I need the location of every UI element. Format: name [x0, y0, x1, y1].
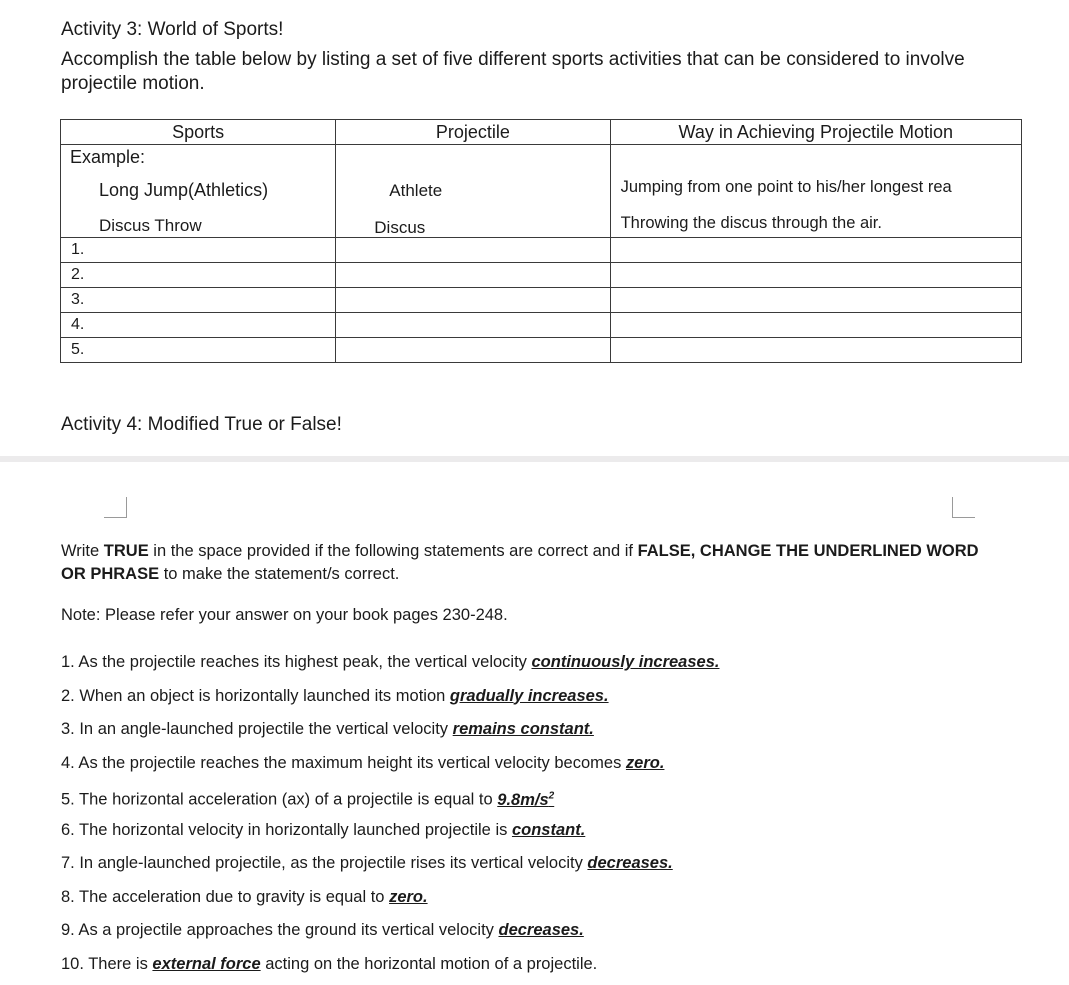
list-item: [61, 684, 1041, 718]
statement-text: 2. When an object is horizontally launched its motion: [61, 687, 450, 705]
activity3-title: Activity 3: World of Sports!: [61, 19, 283, 41]
table-row: [61, 238, 1022, 263]
instr-part3: to make the statement/s correct.: [159, 565, 399, 583]
example-way-1: Jumping from one point to his/her longest rea: [621, 178, 952, 197]
projectile-answer-cell[interactable]: [336, 263, 610, 288]
header-way: Way in Achieving Projectile Motion: [610, 120, 1021, 145]
list-item: [61, 851, 1041, 885]
projectile-answer-cell[interactable]: [336, 338, 610, 363]
underlined-phrase: decreases.: [587, 854, 672, 872]
example-sport-2: Discus Throw: [99, 216, 202, 236]
list-item: [61, 918, 1041, 952]
way-answer-cell[interactable]: [610, 313, 1021, 338]
statement-text: 4. As the projectile reaches the maximum height its vertical velocity becomes: [61, 754, 626, 772]
projectile-answer-cell[interactable]: [336, 238, 610, 263]
instr-false-phrase: FALSE, CHANGE THE UNDERLINED WORD OR PHRASE: [61, 542, 979, 583]
underlined-phrase: constant.: [512, 821, 585, 839]
list-item: [61, 818, 1041, 852]
superscript: 2: [549, 790, 555, 801]
row-number: 1.: [61, 238, 336, 263]
instr-part1: Write: [61, 542, 104, 560]
example-projectile-1: Athlete: [389, 181, 442, 201]
underlined-phrase: zero.: [389, 888, 428, 906]
table-row: [61, 338, 1022, 363]
table-row: [61, 263, 1022, 288]
list-item: [61, 952, 1041, 985]
statement-text: 7. In angle-launched projectile, as the projectile rises its vertical velocity: [61, 854, 587, 872]
list-item: [61, 717, 1041, 751]
row-number: 5.: [61, 338, 336, 363]
way-answer-cell[interactable]: [610, 238, 1021, 263]
underlined-phrase: remains constant.: [453, 720, 594, 738]
list-item: [61, 650, 1041, 684]
statement-text: 5. The horizontal acceleration (ax) of a projectile is equal to: [61, 791, 497, 809]
list-item: [61, 751, 1041, 785]
example-label: Example:: [70, 147, 145, 168]
table-row: [61, 313, 1022, 338]
activity4-title: Activity 4: Modified True or False!: [61, 414, 342, 436]
way-answer-cell[interactable]: [610, 288, 1021, 313]
row-number: 4.: [61, 313, 336, 338]
row-number: 2.: [61, 263, 336, 288]
projectile-answer-cell[interactable]: [336, 313, 610, 338]
sports-table: [60, 119, 1022, 363]
underlined-phrase: [497, 791, 554, 809]
document-page-top: [0, 0, 1069, 456]
book-note: Note: Please refer your answer on your book pages 230-248.: [61, 606, 508, 625]
statement-list: [61, 650, 1041, 985]
example-sports-cell: [61, 145, 336, 238]
margin-corner-marker-left: [104, 497, 127, 518]
example-way-cell: [610, 145, 1021, 238]
underlined-phrase: continuously increases.: [532, 653, 720, 671]
statement-after: acting on the horizontal motion of a projectile.: [261, 955, 598, 973]
example-projectile-cell: [336, 145, 610, 238]
statement-text: 8. The acceleration due to gravity is equal to: [61, 888, 389, 906]
example-projectile-2: Discus: [374, 218, 425, 238]
margin-corner-marker-right: [952, 497, 975, 518]
activity3-instructions: Accomplish the table below by listing a set of five different sports activities that can be considered to involve projectile motion.: [61, 48, 1041, 96]
statement-text: 10. There is: [61, 955, 152, 973]
statement-text: 6. The horizontal velocity in horizontally launched projectile is: [61, 821, 512, 839]
statement-text: 3. In an angle-launched projectile the vertical velocity: [61, 720, 453, 738]
table-row: [61, 288, 1022, 313]
table-header-row: [61, 120, 1022, 145]
statement-text: 1. As the projectile reaches its highest peak, the vertical velocity: [61, 653, 532, 671]
instr-part2: in the space provided if the following statements are correct and if: [149, 542, 638, 560]
example-row: [61, 145, 1022, 238]
statement-text: 9. As a projectile approaches the ground its vertical velocity: [61, 921, 498, 939]
example-way-2: Throwing the discus through the air.: [621, 214, 882, 233]
projectile-answer-cell[interactable]: [336, 288, 610, 313]
underlined-phrase: gradually increases.: [450, 687, 609, 705]
underlined-phrase: external force: [152, 955, 260, 973]
way-answer-cell[interactable]: [610, 263, 1021, 288]
list-item: [61, 784, 1041, 818]
way-answer-cell[interactable]: [610, 338, 1021, 363]
instr-true-word: TRUE: [104, 542, 149, 560]
row-number: 3.: [61, 288, 336, 313]
list-item: [61, 885, 1041, 919]
example-sport-1: Long Jump(Athletics): [99, 180, 268, 201]
activity4-instructions: [61, 540, 981, 586]
underlined-phrase: decreases.: [498, 921, 583, 939]
underlined-phrase: zero.: [626, 754, 665, 772]
header-projectile: Projectile: [336, 120, 610, 145]
underlined-value: 9.8m/s: [497, 791, 548, 809]
header-sports: Sports: [61, 120, 336, 145]
